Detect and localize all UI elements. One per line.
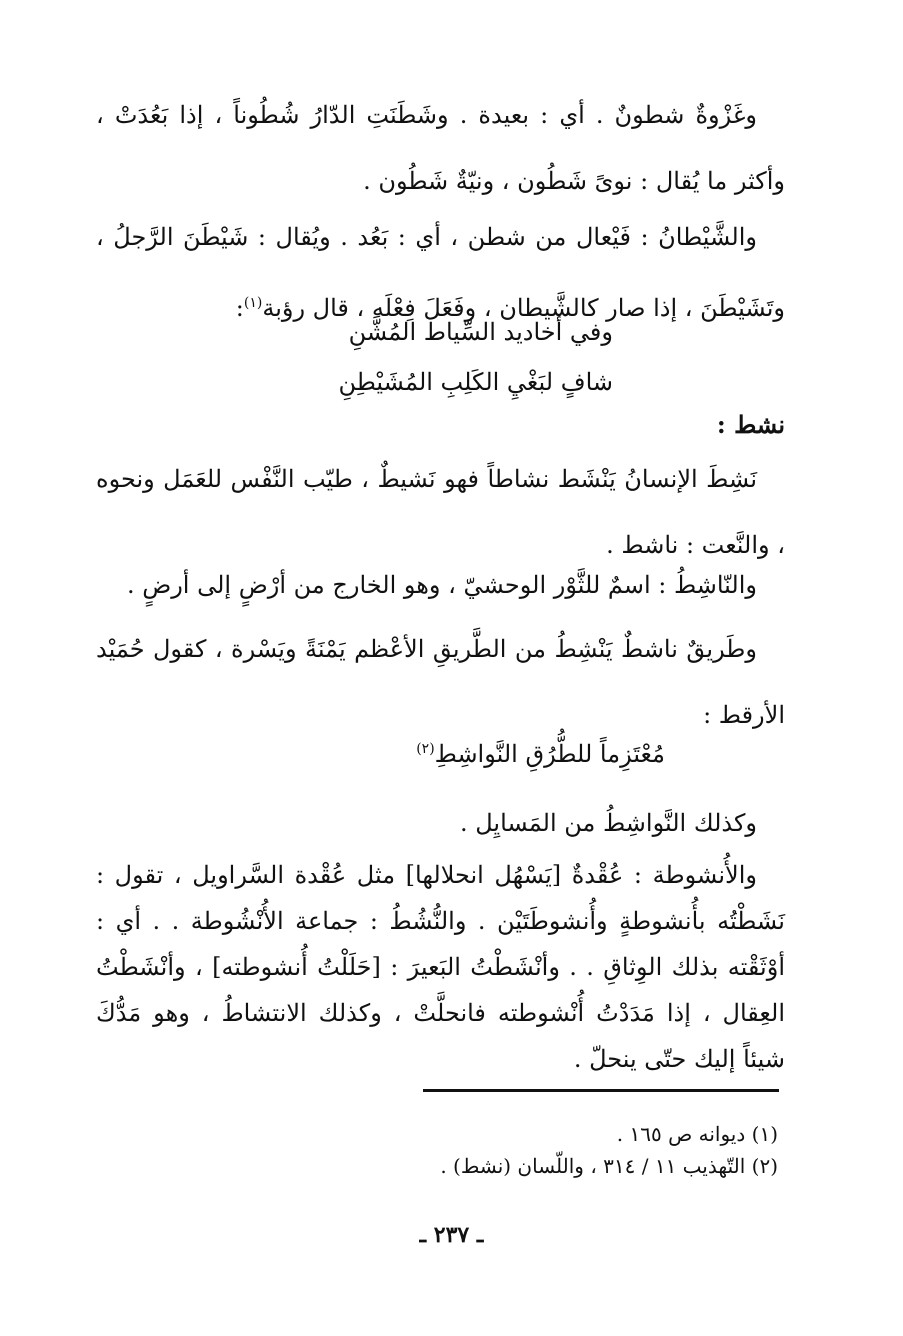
paragraph-nashata: نَشِطَ الإنسانُ يَنْشَط نشاطاً فهو نَشيطٌ ، طيّب النَّفْس للعَمَل ونحوه ، والنَّعت : ناشط . xyxy=(96,465,785,559)
page-number: ـ ٢٣٧ ـ xyxy=(419,1222,484,1248)
footnote-separator xyxy=(423,1089,779,1092)
paragraph-nashit-bull: والنّاشِطُ : اسمٌ للثَّوْر الوحشيّ ، وهو الخارج من أرْضٍ إلى أرضٍ . xyxy=(126,571,757,599)
footnote-1: (١) ديوانه ص ١٦٥ . xyxy=(616,1122,778,1146)
paragraph-tariq-nashit: وطَريقٌ ناشطٌ يَنْشِطُ من الطَّريقِ الأعْظم يَمْنَةً ويَسْرة ، كقول حُمَيْد الأرقط : xyxy=(96,635,785,729)
footnote-marker-1: (١) xyxy=(243,295,263,311)
colon: : xyxy=(235,294,244,322)
paragraph-shaytan-text: والشَّيْطانُ : فَيْعال من شطن ، أي : بَعُد . ويُقال : شَيْطَنَ الرَّجلُ ، وتَشَيْطَنَ ، إذا صار كالشَّيطان ، وفَعَلَ فِعْلَه ، قال رؤبة xyxy=(96,223,785,322)
footnote-2: (٢) التّهذيب ١١ / ٣١٤ ، واللّسان (نشط) . xyxy=(440,1154,778,1178)
verse-line-2: شافٍ لبَغْيِ الكَلِبِ المُشَيْطِنِ xyxy=(338,368,613,396)
verse-line-3 xyxy=(416,740,665,768)
paragraph-nawashit: وكذلك النَّواشِطُ من المَسايِل . xyxy=(459,809,757,837)
verse-line-3-text: مُعْتَزِماً للطُّرُقِ النَّواشِطِ xyxy=(434,740,665,768)
footnote-marker-2: (٢) xyxy=(416,741,435,757)
section-heading-nashata: نشط : xyxy=(716,410,785,439)
paragraph-shatun: وغَزْوةٌ شطونٌ . أي : بعيدة . وشَطَنَتِ الدّارُ شُطُوناً ، إذا بَعُدَتْ ، وأكثر ما يُقال : نوىً شَطُون ، ونيّةٌ شَطُون . xyxy=(96,101,785,195)
verse-line-1: وفي أخاديد السِّياط المُشَّنِ xyxy=(348,318,613,346)
paragraph-unshuta: والأُنشوطة : عُقْدةٌ [يَسْهُل انحلالها] مثل عُقْدة السَّراويل ، تقول : نَشَطْتُه بأُنشوطةٍ وأُنشوطَتَيْن . والنُّشُطُ : جماعة الأُنْشُوطة . . أي : أوْثَقْته بذلك الوِثاقِ . . وأنْشَطْتُ البَعيرَ : [حَلَلْتُ أُنشوطته] ، وأنْشَطْتُ العِقال ، إذا مَدَدْتُ أُنْشوطته فانحلَّتْ ، وكذلك الانتشاطُ ، وهو مَدُّكَ شيئاً إليك حتّى ينحلّ . xyxy=(96,861,785,1073)
